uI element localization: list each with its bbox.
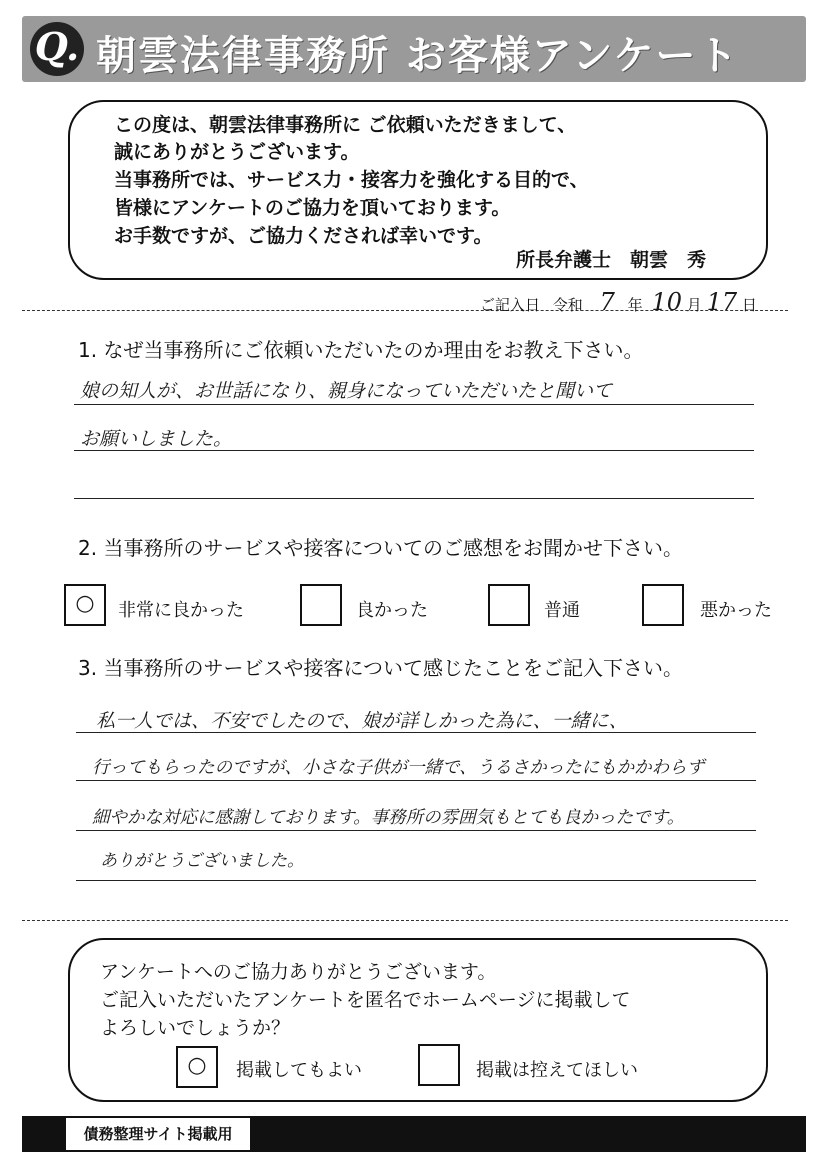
date-year-unit: 年 [627,296,643,314]
q3-answer-text-4: ありがとうございました。 [100,851,304,871]
q1-answer-text-2: お願いしました。 [80,428,233,450]
date-era: 令和 [552,296,583,314]
q3-answer-line-4 [76,880,756,881]
closing-line-1: アンケートへのご協力ありがとうございます。 [100,961,497,983]
date-day: 17 [706,288,738,316]
intro-line-4: 皆様にアンケートのご協力を頂いております。 [114,197,511,219]
q-badge-icon: Q. [30,22,84,76]
q3-answer-text-2: 行ってもらったのですが、小さな子供が一緒で、うるさかったにもかかわらず [92,758,705,778]
q2-checkbox-bad[interactable] [642,584,684,626]
q2-label-very-good: 非常に良かった [118,600,244,621]
q1-answer-text-1: 娘の知人が、お世話になり、親身になっていただいたと聞いて [80,380,613,402]
question-2: 2. 当事務所のサービスや接客についてのご感想をお聞かせ下さい。 [78,536,684,560]
q2-checkbox-normal[interactable] [488,584,530,626]
intro-line-2: 誠にありがとうございます。 [114,141,360,163]
q3-answer-line-3 [76,830,756,831]
publish-no-label: 掲載は控えてほしい [476,1060,638,1081]
date-row [480,288,757,316]
closing-line-2: ご記入いただいたアンケートを匿名でホームページに掲載して [100,989,631,1011]
q2-label-good: 良かった [356,600,428,621]
question-3: 3. 当事務所のサービスや接客について感じたことをご記入下さい。 [78,656,684,680]
q1-answer-line-1 [74,404,754,405]
question-1: 1. なぜ当事務所にご依頼いただいたのか理由をお教え下さい。 [78,338,644,362]
page-title: 朝雲法律事務所 お客様アンケート [96,33,740,79]
publish-ok-checkbox[interactable]: ○ [176,1046,218,1088]
intro-line-5: お手数ですが、ご協力くだされば幸いです。 [114,225,493,247]
date-month-unit: 月 [686,296,702,314]
intro-line-3: 当事務所では、サービス力・接客力を強化する目的で、 [114,169,589,191]
closing-line-3: よろしいでしょうか？ [100,1017,291,1039]
q1-answer-line-3 [74,498,754,499]
publish-ok-label: 掲載してもよい [236,1060,362,1081]
footer-tag: 債務整理サイト掲載用 [64,1116,252,1152]
date-year: 7 [599,288,615,316]
q3-answer-text-1: 私一人では、不安でしたので、娘が詳しかった為に、一緒に、 [96,710,628,732]
publish-no-checkbox[interactable] [418,1044,460,1086]
q2-checkbox-good[interactable] [300,584,342,626]
date-month: 10 [651,288,682,316]
intro-line-1: この度は、朝雲法律事務所に ご依頼いただきまして、 [114,114,577,136]
date-day-unit: 日 [741,296,757,314]
bottom-dashed-divider [22,920,788,921]
q2-label-normal: 普通 [544,600,580,621]
q2-label-bad: 悪かった [700,600,772,621]
q3-answer-text-3: 細やかな対応に感謝しております。事務所の雰囲気もとても良かったです。 [92,808,685,828]
q3-answer-line-2 [76,780,756,781]
q2-checkbox-very-good[interactable]: ○ [64,584,106,626]
date-label: ご記入日 [480,296,541,314]
signature: 所長弁護士 朝雲 秀 [516,249,707,271]
